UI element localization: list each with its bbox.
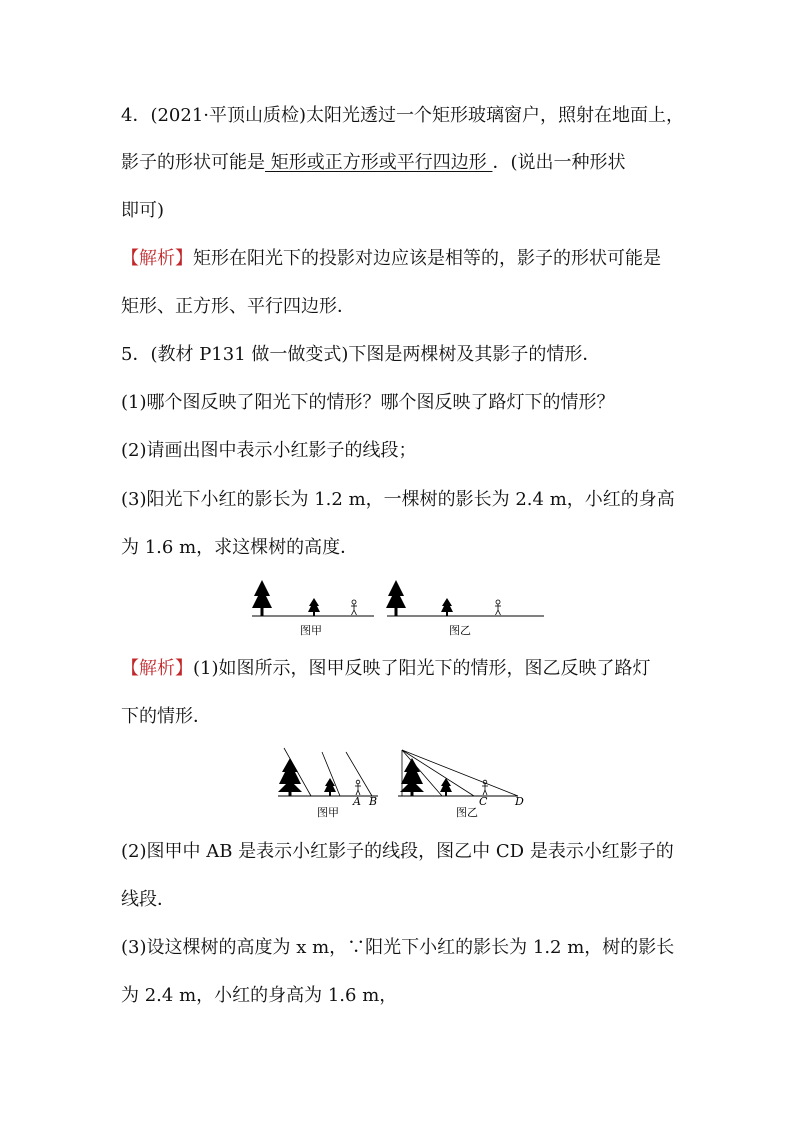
tree-big-b	[400, 758, 424, 796]
tree-small-a	[324, 778, 336, 796]
fig2-caption-b: 图乙	[456, 806, 478, 819]
person-b	[482, 780, 488, 795]
tree-big-a	[278, 758, 302, 796]
person-a	[351, 600, 357, 615]
fig2-caption-a: 图甲	[317, 806, 339, 819]
tree-small-b	[441, 598, 453, 616]
point-a: A	[353, 795, 361, 808]
figure-trees	[250, 576, 550, 640]
a4-line1	[121, 247, 661, 271]
q4-prefix: 影子的形状可能是	[121, 152, 265, 173]
q5-line3: (2)请画出图中表示小红影子的线段；	[121, 440, 417, 461]
a4-analysis-tag: 【解析】	[121, 248, 193, 269]
person-b	[495, 600, 501, 615]
a5-analysis-tag: 【解析】	[121, 658, 193, 679]
a5-line2: 下的情形．	[121, 706, 211, 727]
q5-line1: 5．(教材 P131 做一做变式)下图是两棵树及其影子的情形．	[121, 344, 601, 365]
q5-line4: (3)阳光下小红的影长为 1.2 m，一棵树的影长为 2.4 m，小红的身高	[121, 489, 675, 510]
q4-line3: 即可)	[121, 200, 165, 221]
a5-line6: 为 2.4 m，小红的身高为 1.6 m，	[121, 985, 398, 1006]
figure-shadows	[274, 746, 534, 820]
person-a	[355, 780, 361, 795]
a4-text: 矩形在阳光下的投影对边应该是相等的，影子的形状可能是	[193, 248, 661, 269]
a5-text: (1)如图所示，图甲反映了阳光下的情形，图乙反映了路灯	[193, 658, 651, 679]
q4-answer-blank: 矩形或正方形或平行四边形	[265, 152, 493, 173]
q4-line2	[121, 151, 625, 175]
tree-big-b	[386, 580, 406, 616]
sun-ray-3	[346, 752, 372, 796]
point-d: D	[515, 795, 524, 808]
a5-line3: (2)图甲中 AB 是表示小红影子的线段，图乙中 CD 是表示小红影子的	[121, 841, 674, 862]
tree-big-a	[252, 580, 272, 616]
tree-small-a	[308, 598, 320, 616]
point-c: C	[479, 795, 488, 808]
a4-line2: 矩形、正方形、平行四边形．	[121, 296, 355, 317]
q4-suffix: ．(说出一种形状	[492, 152, 626, 173]
a5-line5: (3)设这棵树的高度为 x m，∵阳光下小红的影长为 1.2 m，树的影长	[121, 937, 675, 958]
fig1-caption-a: 图甲	[300, 624, 322, 637]
a5-line4: 线段．	[121, 889, 175, 910]
fig1-caption-b: 图乙	[449, 624, 471, 637]
q5-line5: 为 1.6 m，求这棵树的高度．	[121, 537, 359, 558]
point-b: B	[369, 795, 378, 808]
q5-line2: (1)哪个图反映了阳光下的情形？哪个图反映了路灯下的情形？	[121, 392, 615, 413]
a5-line1	[121, 657, 651, 681]
q4-line1: 4．(2021·平顶山质检)太阳光透过一个矩形玻璃窗户，照射在地面上，	[121, 105, 685, 126]
